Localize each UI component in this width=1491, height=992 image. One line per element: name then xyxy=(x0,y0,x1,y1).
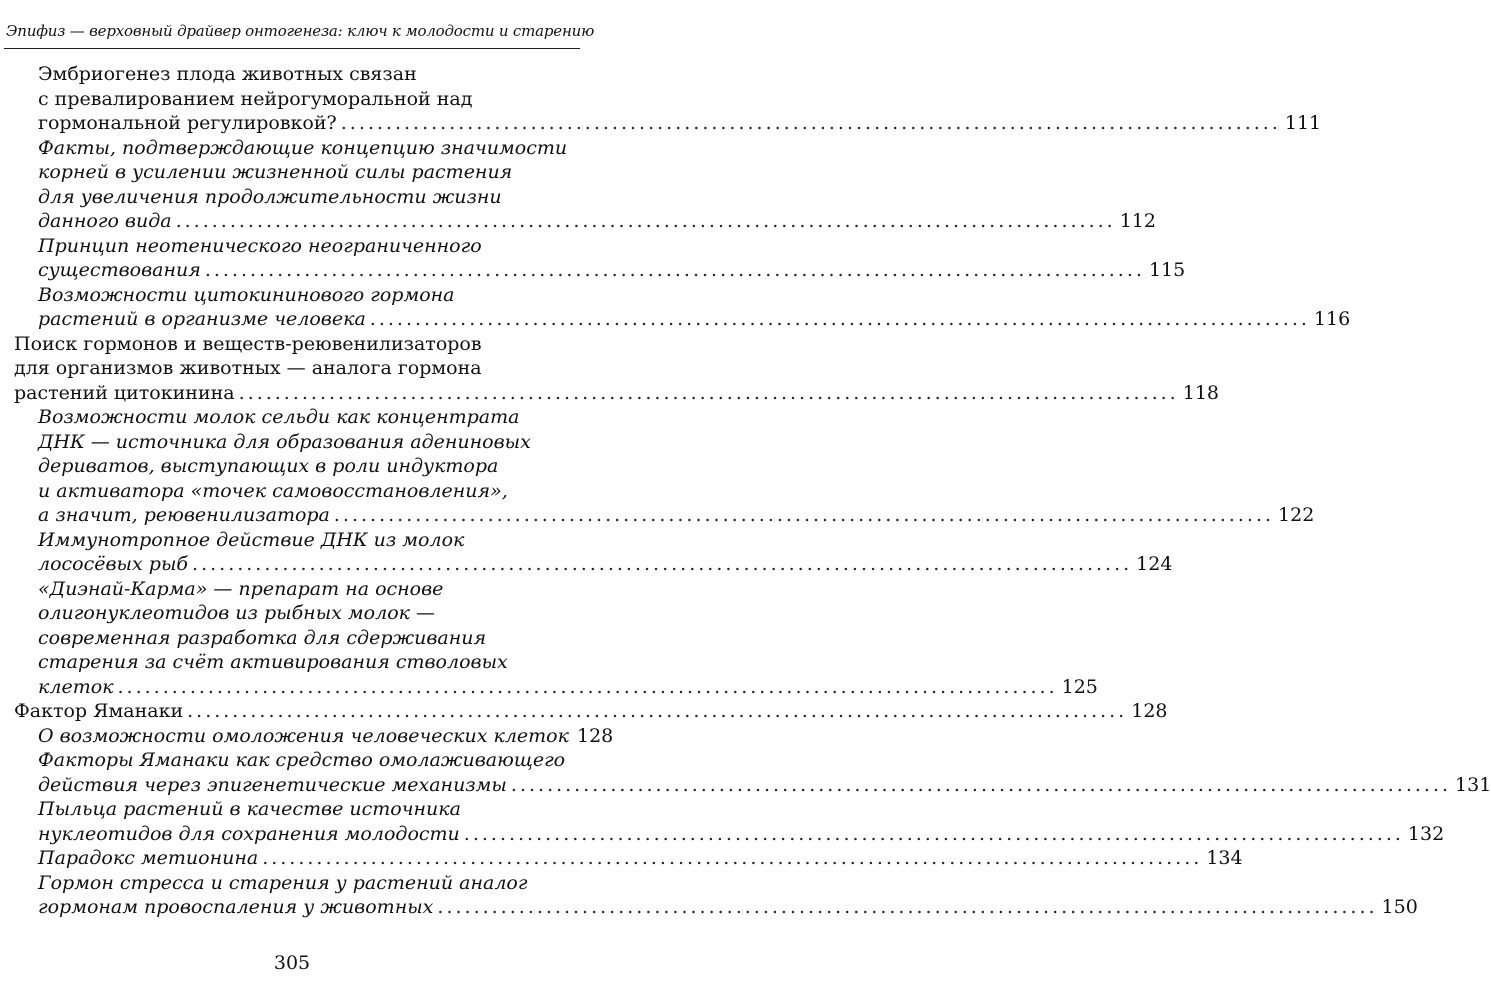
toc-entry[interactable] xyxy=(0,871,1418,920)
toc-entry-line: действия через эпигенетические механизмы xyxy=(38,773,507,796)
toc-entry-line: для организмов животных — аналога гормона xyxy=(14,357,482,379)
toc-entry-line: Возможности молок сельди как концентрата xyxy=(38,406,520,428)
toc-page-number: 116 xyxy=(1313,308,1351,330)
toc-page-number: 115 xyxy=(1148,259,1186,281)
toc-entry-line: растений в организме человека xyxy=(38,308,366,330)
toc-entry[interactable] xyxy=(0,577,1098,700)
toc-entry[interactable] xyxy=(0,332,1219,406)
dot-leader xyxy=(192,552,1132,577)
toc-entry-line: гормональной регулировкой? xyxy=(38,112,337,134)
toc-page-number: 131 xyxy=(1455,773,1491,796)
toc-entry-last-line xyxy=(38,675,1098,700)
toc-entry-line: Пыльца растений в качестве источника xyxy=(38,798,461,820)
toc-page-number: 128 xyxy=(576,724,614,747)
page-number: 305 xyxy=(273,952,311,974)
toc-entry[interactable] xyxy=(0,136,1156,234)
dot-leader xyxy=(187,699,1127,724)
toc-entry-line: О возможности омоложения человеческих клеток xyxy=(38,724,569,747)
toc-entry-line: Эмбриогенез плода животных связан xyxy=(38,63,417,85)
toc-entry-last-line xyxy=(38,111,1322,136)
dot-leader xyxy=(334,503,1274,528)
dot-leader xyxy=(118,675,1058,700)
toc-page-number: 124 xyxy=(1136,553,1173,575)
toc-entry-last-line xyxy=(38,773,1491,798)
toc-entry[interactable] xyxy=(0,797,1445,846)
toc-entry-last-line xyxy=(38,724,614,749)
toc-entry[interactable] xyxy=(0,62,1322,136)
toc-entry-line: растений цитокинина xyxy=(14,381,235,404)
toc-page-number: 128 xyxy=(1131,700,1168,722)
toc-page-number: 122 xyxy=(1278,504,1315,526)
dot-leader xyxy=(464,822,1404,847)
toc-entry[interactable] xyxy=(0,699,1168,724)
toc-entry-line: а значит, реювенилизатора xyxy=(38,504,330,526)
toc-page-number: 125 xyxy=(1061,675,1098,698)
toc-entry-line: Парадокс метионина xyxy=(38,847,259,869)
dot-leader xyxy=(437,895,1377,920)
toc-entry-last-line xyxy=(38,503,1315,528)
dot-leader xyxy=(262,846,1202,871)
toc-entry[interactable] xyxy=(0,283,1351,332)
toc-entry[interactable] xyxy=(0,748,1491,797)
toc-entry-line: Гормон стресса и старения у растений аналог xyxy=(38,871,528,894)
toc-entry-line: гормонам провоспаления у животных xyxy=(38,896,434,918)
dot-leader xyxy=(239,381,1179,406)
toc-page-number: 134 xyxy=(1206,847,1243,869)
toc-page-number: 118 xyxy=(1182,381,1219,404)
toc-entry-line: данного вида xyxy=(38,210,172,232)
toc-entry-last-line xyxy=(38,552,1173,577)
toc-entry-line: олигонуклеотидов из рыбных молок — xyxy=(38,602,436,624)
toc-entry-last-line xyxy=(38,258,1186,283)
toc-page-number: 111 xyxy=(1284,112,1322,134)
toc-entry-line: для увеличения продолжительности жизни xyxy=(38,185,502,208)
dot-leader xyxy=(176,209,1116,234)
toc-entry-line: нуклеотидов для сохранения молодости xyxy=(38,822,460,845)
toc-entry-line: клеток xyxy=(38,675,114,698)
toc-entry-line: существования xyxy=(38,259,201,281)
header-rule xyxy=(4,48,580,49)
toc-entry[interactable] xyxy=(0,405,1315,528)
dot-leader xyxy=(341,111,1281,136)
toc-entry-line: Факторы Яманаки как средство омолаживающего xyxy=(38,749,566,771)
toc-entry-last-line xyxy=(38,307,1351,332)
toc-entry-last-line xyxy=(38,209,1156,234)
toc-entry-line: «Диэнай-Карма» — препарат на основе xyxy=(38,577,444,600)
toc-entry-line: Факты, подтверждающие концепцию значимости xyxy=(38,136,568,159)
toc-entry-line: Возможности цитокининового гормона xyxy=(38,283,455,306)
toc-entry[interactable] xyxy=(0,528,1173,577)
toc-entry-line: и активатора «точек самовосстановления», xyxy=(38,479,508,502)
toc-entry[interactable] xyxy=(0,724,614,749)
toc-entry-line: Фактор Яманаки xyxy=(14,700,184,722)
toc-entry-line: Иммунотропное действие ДНК из молок xyxy=(38,528,465,551)
toc-entry[interactable] xyxy=(0,846,1243,871)
toc-entry-last-line xyxy=(14,699,1168,724)
table-of-contents xyxy=(0,62,1491,920)
toc-entry-last-line xyxy=(14,381,1219,406)
toc-entry-line: старения за счёт активирования стволовых xyxy=(38,651,508,673)
dot-leader xyxy=(205,258,1145,283)
toc-entry[interactable] xyxy=(0,234,1186,283)
toc-entry-line: Принцип неотенического неограниченного xyxy=(38,234,482,257)
toc-entry-line: лососёвых рыб xyxy=(38,553,189,575)
toc-page-number: 112 xyxy=(1119,210,1156,232)
dot-leader xyxy=(370,307,1310,332)
toc-entry-line: корней в усилении жизненной силы растения xyxy=(38,161,513,183)
toc-entry-line: современная разработка для сдерживания xyxy=(38,626,487,649)
toc-entry-line: Поиск гормонов и веществ-реювенилизаторов xyxy=(14,332,482,355)
toc-entry-last-line xyxy=(38,846,1243,871)
toc-entry-line: дериватов, выступающих в роли индуктора xyxy=(38,455,499,477)
toc-entry-line: с превалированием нейрогуморальной над xyxy=(38,87,473,110)
toc-entry-last-line xyxy=(38,822,1445,847)
toc-page-number: 150 xyxy=(1381,896,1418,918)
dot-leader xyxy=(511,773,1451,798)
toc-entry-last-line xyxy=(38,895,1418,920)
toc-entry-line: ДНК — источника для образования адениновых xyxy=(38,430,531,453)
toc-page-number: 132 xyxy=(1407,822,1445,845)
running-header: Эпифиз — верховный драйвер онтогенеза: ключ к молодости и старению xyxy=(6,22,595,40)
